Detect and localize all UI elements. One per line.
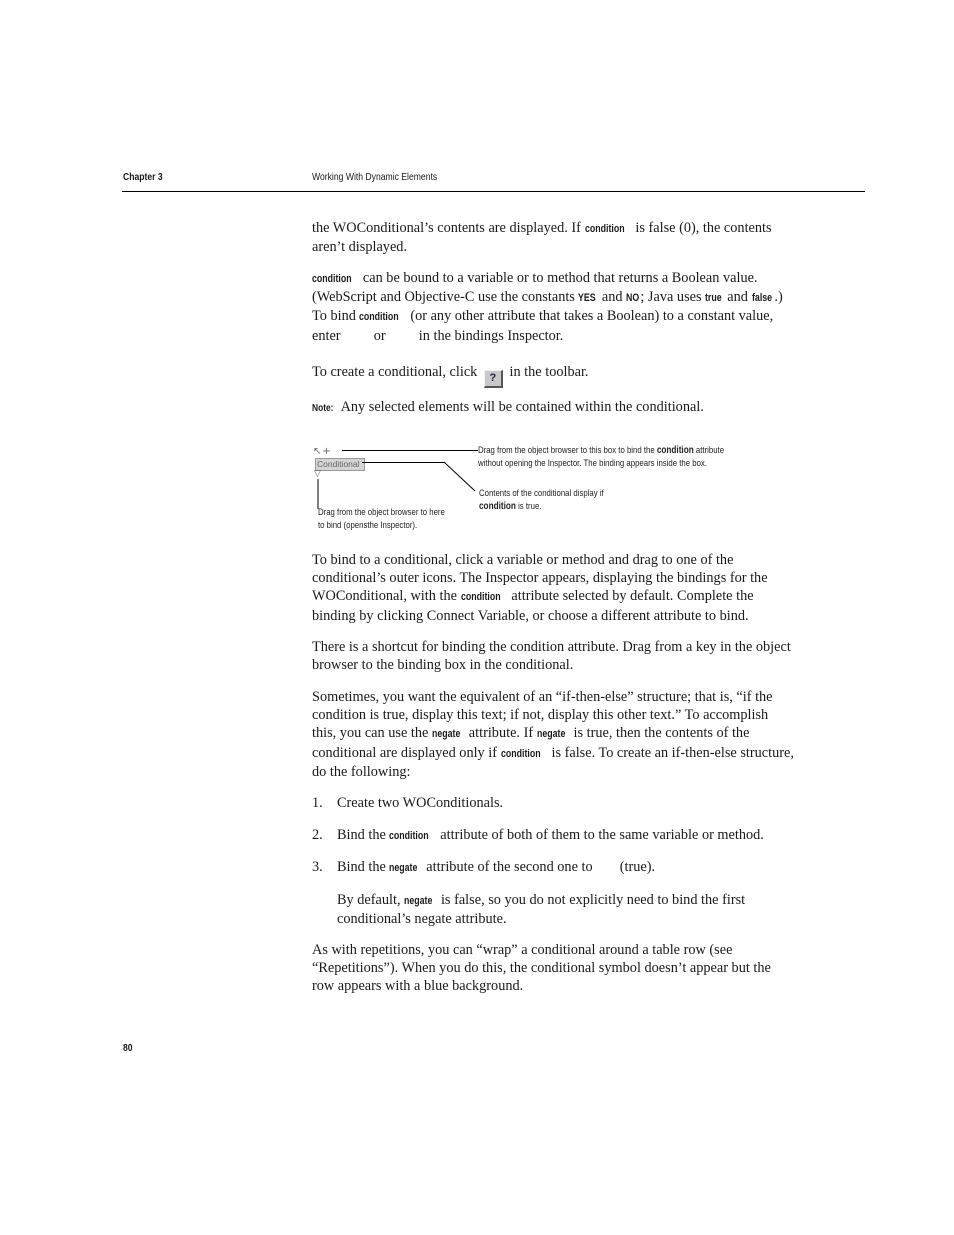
text: attribute. If [465, 725, 537, 742]
text: .) To bind [312, 289, 783, 325]
page-number: 80 [123, 1042, 133, 1054]
text: or [370, 327, 390, 344]
callout-contents [479, 487, 604, 513]
conditional-diagram [308, 438, 768, 538]
text: Bind the [337, 859, 390, 875]
callout-line: to bind (opensthe Inspector). [318, 520, 418, 531]
conditional-toolbar-button[interactable]: ? [484, 370, 503, 388]
code-condition: condition [479, 501, 516, 512]
code-negate: negate [431, 728, 461, 741]
text: is false. To create an if-then-else structure, do the following: [312, 744, 794, 780]
text: Any selected elements will be contained within the conditional. [337, 399, 704, 415]
code-condition: condition [389, 830, 430, 842]
text: attribute selected by default. Complete the binding by clicking Connect Variable, or choose a different attribute to bind. [312, 588, 754, 624]
callout-line [478, 444, 724, 457]
text: To create a conditional, click [312, 364, 481, 380]
list-item-1: Create two WOConditionals. [337, 795, 504, 811]
text: ; Java uses [640, 289, 706, 306]
text: Drag from the object browser to this box to bind the [478, 445, 657, 456]
text: attribute [693, 445, 725, 456]
paragraph-create-conditional [312, 363, 794, 388]
chapter-label: Chapter 3 [123, 171, 163, 183]
triangle-down-icon: ▽ [314, 469, 321, 479]
callout-line-diagonal [444, 462, 475, 491]
callout-line [479, 500, 604, 513]
text: is true. [515, 501, 542, 512]
code-negate: negate [536, 728, 566, 741]
callout-line: Drag from the object browser to here [318, 507, 445, 518]
code-no: NO [626, 292, 640, 305]
code-false: false [751, 292, 772, 305]
text: Sometimes, you want the equivalent of an “if-then-else” structure; that is, “if the condition is true, display this text; if not, display this other text.” To accomplish this, you can use the [312, 689, 773, 742]
paragraph-condition-false [312, 219, 794, 256]
header-rule [122, 191, 865, 192]
chapter-title: Working With Dynamic Elements [312, 171, 438, 183]
text: is true, then the contents of the conditional are displayed only if [312, 725, 750, 761]
code-condition: condition [584, 223, 625, 235]
list-number: 2. [312, 827, 323, 843]
paragraph-if-then-else [312, 688, 794, 781]
code-condition: condition [500, 747, 541, 760]
code-condition: condition [312, 273, 352, 285]
text: Bind the [337, 827, 390, 843]
text: in the bindings Inspector. [415, 327, 564, 344]
note-paragraph [312, 398, 794, 417]
text: To bind to a conditional, click a variable or method and drag to one of the conditional’s outer icons. The Inspector appears, displaying the bindings for the WOConditional, with the [312, 552, 768, 605]
callout-line: without opening the Inspector. The binding appears inside the box. [478, 458, 707, 469]
code-negate: negate [404, 895, 433, 907]
code-yes: YES [578, 292, 597, 305]
callout-outer-icon [318, 506, 445, 532]
paragraph-negate-default [337, 891, 797, 928]
paragraph-shortcut: There is a shortcut for binding the condition attribute. Drag from a key in the object browser to the binding box in the conditional. [312, 639, 791, 674]
text: attribute of both of them to the same variable or method. [436, 827, 764, 843]
code-condition: condition [359, 311, 400, 324]
code-true: true [705, 292, 722, 305]
code-condition: condition [460, 591, 501, 604]
paragraph-bind-conditional [312, 551, 794, 625]
text: and [723, 289, 752, 306]
code-negate: negate [389, 862, 418, 874]
list-number: 3. [312, 859, 323, 875]
text: (or any other attribute that takes a Boolean) to a constant value, enter [312, 308, 774, 344]
text: (true). [616, 859, 656, 875]
list-number: 1. [312, 795, 323, 811]
text: By default, [337, 892, 405, 908]
text: and [598, 289, 627, 306]
paragraph-condition-binding [312, 269, 794, 345]
conditional-binding-box: Conditional [315, 458, 365, 471]
text: attribute of the second one to [422, 859, 597, 875]
conditional-binding-icons: ↖+ [313, 446, 332, 457]
note-label: Note: [312, 402, 334, 414]
text: is false, so you do not explicitly need to bind the first conditional’s negate attribute. [337, 892, 746, 928]
text: is false (0), the contents aren’t displayed. [312, 220, 772, 256]
callout-binding-box [478, 444, 724, 470]
text: in the toolbar. [505, 364, 589, 380]
text: the WOConditional’s contents are displayed. If [312, 220, 585, 236]
text: can be bound to a variable or to method that returns a Boolean value. (WebScript and Objective-C use the constants [312, 270, 758, 306]
list-item-3 [337, 858, 797, 877]
list-item-2 [337, 826, 797, 845]
code-condition: condition [656, 445, 694, 456]
paragraph-wrap-row: As with repetitions, you can “wrap” a conditional around a table row (see “Repetitions”). When you do this, the conditional symbol doesn’t appear but the row appears with a blue background. [312, 942, 771, 995]
callout-line: Contents of the conditional display if [479, 488, 604, 499]
